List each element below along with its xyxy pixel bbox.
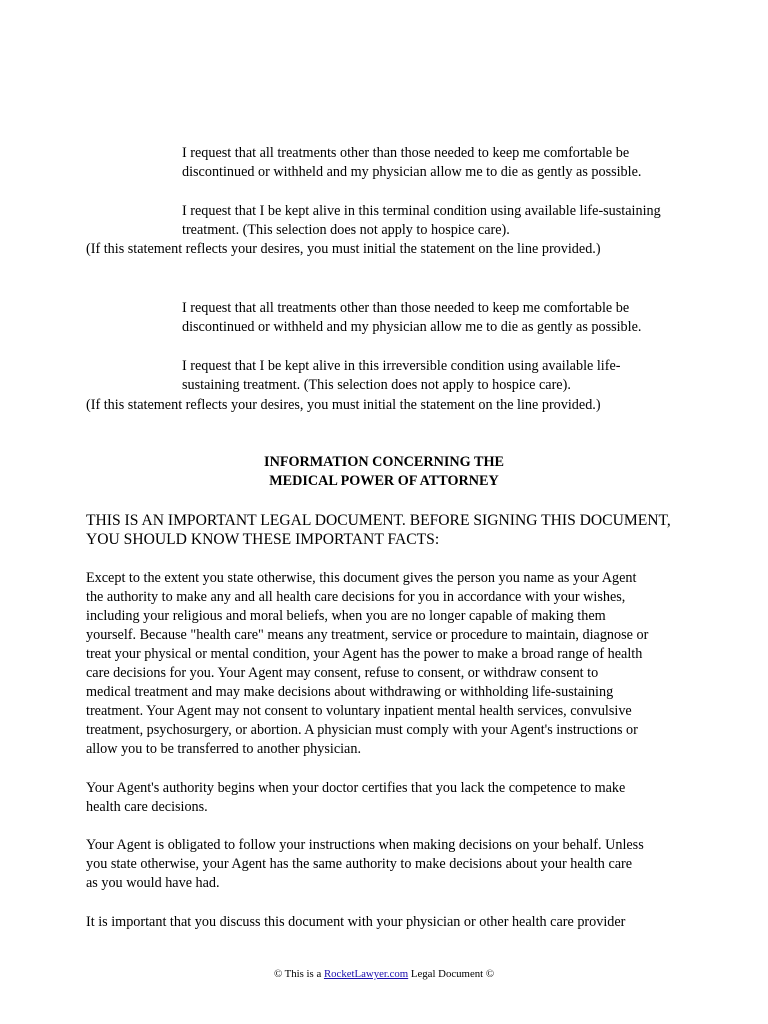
paragraph-line: as you would have had. bbox=[86, 875, 220, 891]
section-heading-line-1: INFORMATION CONCERNING THE bbox=[264, 454, 504, 470]
paragraph-line: Your Agent is obligated to follow your instructions when making decisions on your behalf. Unless bbox=[86, 837, 644, 853]
option-comfort-line-2: discontinued or withheld and my physician allow me to die as gently as possible. bbox=[182, 164, 642, 180]
paragraph-line: treatment. Your Agent may not consent to voluntary inpatient mental health services, convulsive bbox=[86, 703, 632, 719]
paragraph-line: Your Agent's authority begins when your doctor certifies that you lack the competence to make bbox=[86, 780, 626, 796]
option-kept-alive-terminal-line-2: treatment. (This selection does not apply to hospice care). bbox=[182, 222, 510, 238]
option-comfort-line-1: I request that all treatments other than those needed to keep me comfortable be bbox=[182, 300, 630, 316]
paragraph-line: medical treatment and may make decisions about withdrawing or withholding life-sustaining bbox=[86, 684, 614, 700]
initial-instruction-note: (If this statement reflects your desires, you must initial the statement on the line provided.) bbox=[86, 397, 601, 413]
important-notice-line-1: THIS IS AN IMPORTANT LEGAL DOCUMENT. BEFORE SIGNING THIS DOCUMENT, bbox=[86, 512, 671, 529]
paragraph-line: treatment, psychosurgery, or abortion. A physician must comply with your Agent's instructions or bbox=[86, 722, 638, 738]
option-comfort-line-1: I request that all treatments other than those needed to keep me comfortable be bbox=[182, 145, 630, 161]
paragraph-line: the authority to make any and all health care decisions for you in accordance with your wishes, bbox=[86, 589, 626, 605]
important-notice-line-2: YOU SHOULD KNOW THESE IMPORTANT FACTS: bbox=[86, 531, 440, 548]
option-kept-alive-irreversible-line-2: sustaining treatment. (This selection does not apply to hospice care). bbox=[182, 377, 571, 393]
paragraph-line: health care decisions. bbox=[86, 799, 208, 815]
page-footer bbox=[0, 967, 768, 981]
footer-suffix: Legal Document © bbox=[408, 968, 495, 980]
paragraph-line: care decisions for you. Your Agent may consent, refuse to consent, or withdraw consent to bbox=[86, 665, 599, 681]
paragraph-line: allow you to be transferred to another physician. bbox=[86, 741, 361, 757]
paragraph-line: treat your physical or mental condition, your Agent has the power to make a broad range of health bbox=[86, 646, 643, 662]
paragraph-line: you state otherwise, your Agent has the same authority to make decisions about your health care bbox=[86, 856, 633, 872]
option-kept-alive-irreversible-line-1: I request that I be kept alive in this irreversible condition using available life- bbox=[182, 358, 621, 374]
paragraph-line: including your religious and moral beliefs, when you are no longer capable of making them bbox=[86, 608, 606, 624]
section-heading-line-2: MEDICAL POWER OF ATTORNEY bbox=[269, 473, 499, 489]
footer-prefix: © This is a bbox=[273, 968, 324, 980]
paragraph-line: Except to the extent you state otherwise, this document gives the person you name as your Agent bbox=[86, 570, 637, 586]
rocketlawyer-link[interactable]: RocketLawyer.com bbox=[323, 968, 409, 980]
option-kept-alive-terminal-line-1: I request that I be kept alive in this terminal condition using available life-sustaining bbox=[182, 203, 661, 219]
initial-instruction-note: (If this statement reflects your desires, you must initial the statement on the line provided.) bbox=[86, 241, 601, 257]
paragraph-line: yourself. Because "health care" means any treatment, service or procedure to maintain, diagnose or bbox=[86, 627, 649, 643]
paragraph-line: It is important that you discuss this document with your physician or other health care provider bbox=[86, 914, 626, 930]
option-comfort-line-2: discontinued or withheld and my physician allow me to die as gently as possible. bbox=[182, 319, 642, 335]
